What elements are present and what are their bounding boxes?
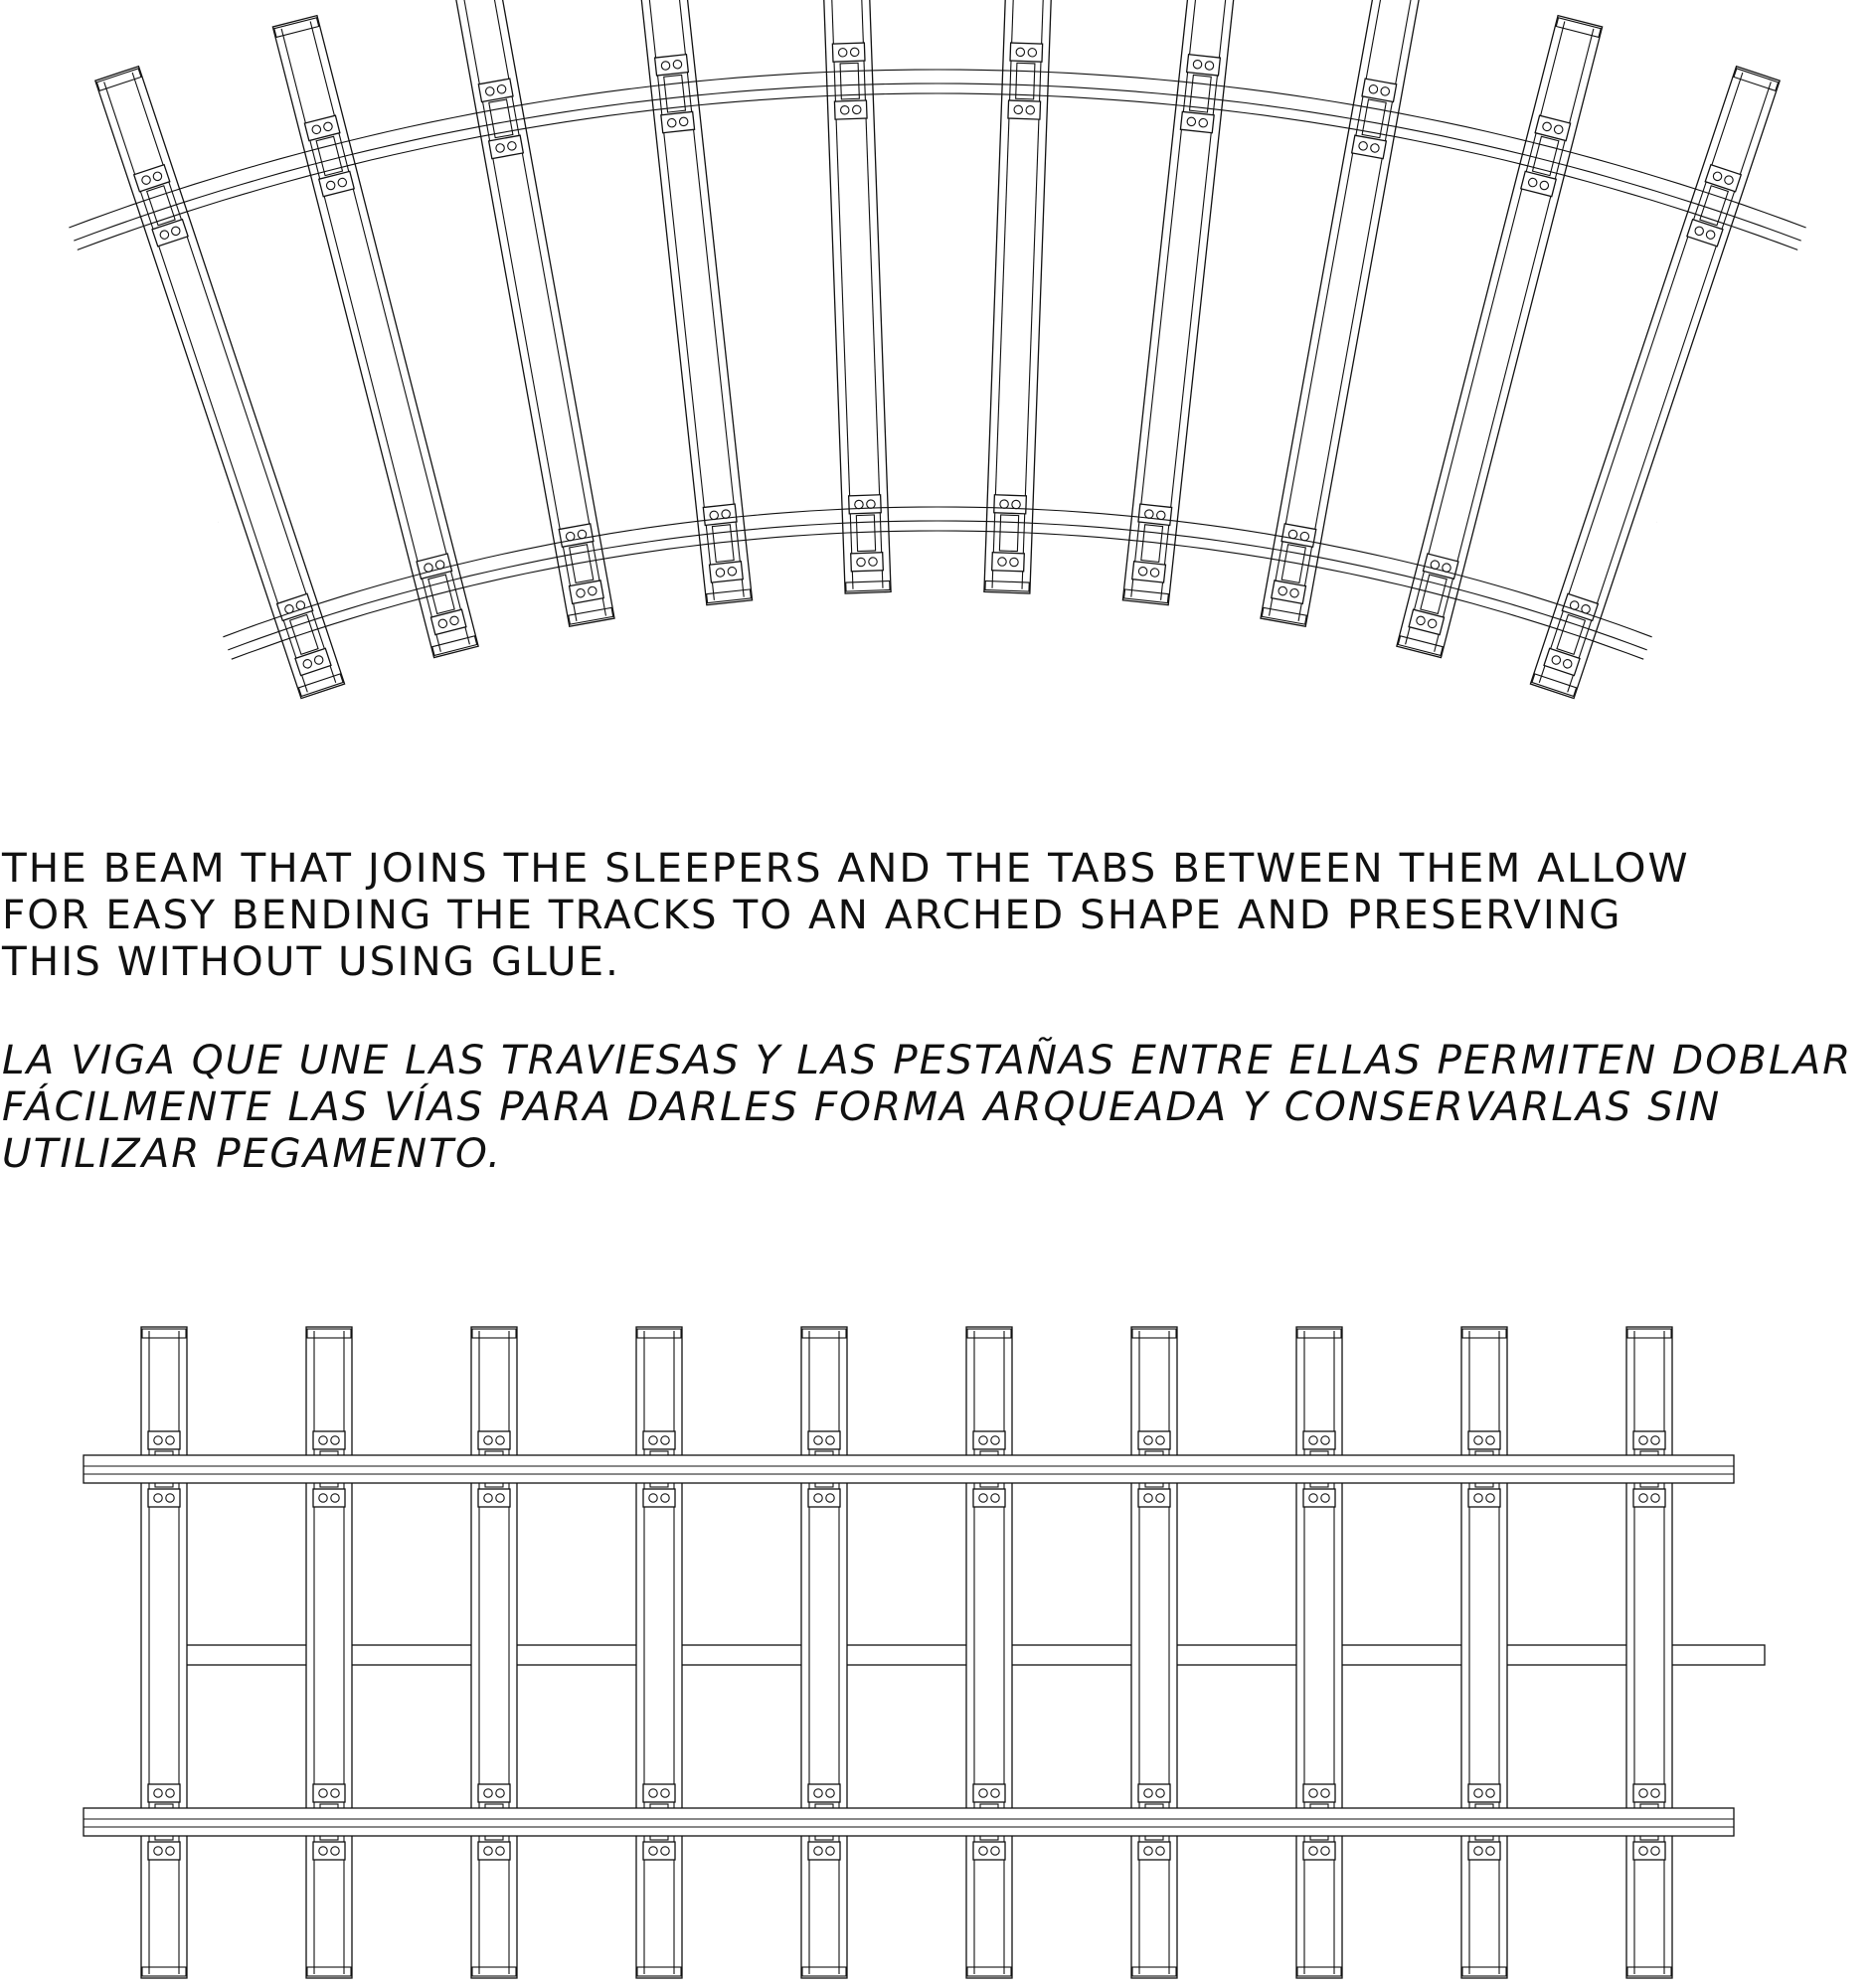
caption-spanish-line-3: UTILIZAR PEGAMENTO. — [2, 1129, 503, 1177]
sleeper — [306, 1327, 352, 1978]
sleeper — [966, 1327, 1012, 1978]
caption-english-line-3: THIS WITHOUT USING GLUE. — [2, 937, 620, 985]
sleeper — [822, 0, 891, 593]
sleeper — [1131, 1327, 1177, 1978]
straight-track-diagram — [0, 1292, 1876, 1988]
caption-spanish-line-2: FÁCILMENTE LAS VÍAS PARA DARLES FORMA ARQUEADA Y CONSERVARLAS SIN — [2, 1082, 1722, 1130]
curved-track-diagram — [0, 0, 1876, 765]
sleeper — [1122, 0, 1238, 605]
sleeper — [801, 1327, 847, 1978]
caption-english — [2, 845, 1871, 985]
caption-spanish-line-1: LA VIGA QUE UNE LAS TRAVIESAS Y LAS PESTAÑAS ENTRE ELLAS PERMITEN DOBLAR — [2, 1036, 1853, 1083]
caption-spanish — [2, 1037, 1871, 1177]
top-rail — [84, 1455, 1734, 1483]
sleeper — [1296, 1327, 1342, 1978]
sleeper — [1626, 1327, 1672, 1978]
sleeper — [141, 1327, 187, 1978]
sleeper — [637, 0, 753, 605]
sleeper — [1461, 1327, 1507, 1978]
sleeper — [471, 1327, 517, 1978]
sleeper — [636, 1327, 682, 1978]
caption-english-line-1: THE BEAM THAT JOINS THE SLEEPERS AND THE TABS BETWEEN THEM ALLOW — [2, 844, 1690, 892]
caption-english-line-2: FOR EASY BENDING THE TRACKS TO AN ARCHED SHAPE AND PRESERVING — [2, 891, 1622, 938]
bottom-rail — [84, 1808, 1734, 1836]
sleeper — [984, 0, 1053, 593]
